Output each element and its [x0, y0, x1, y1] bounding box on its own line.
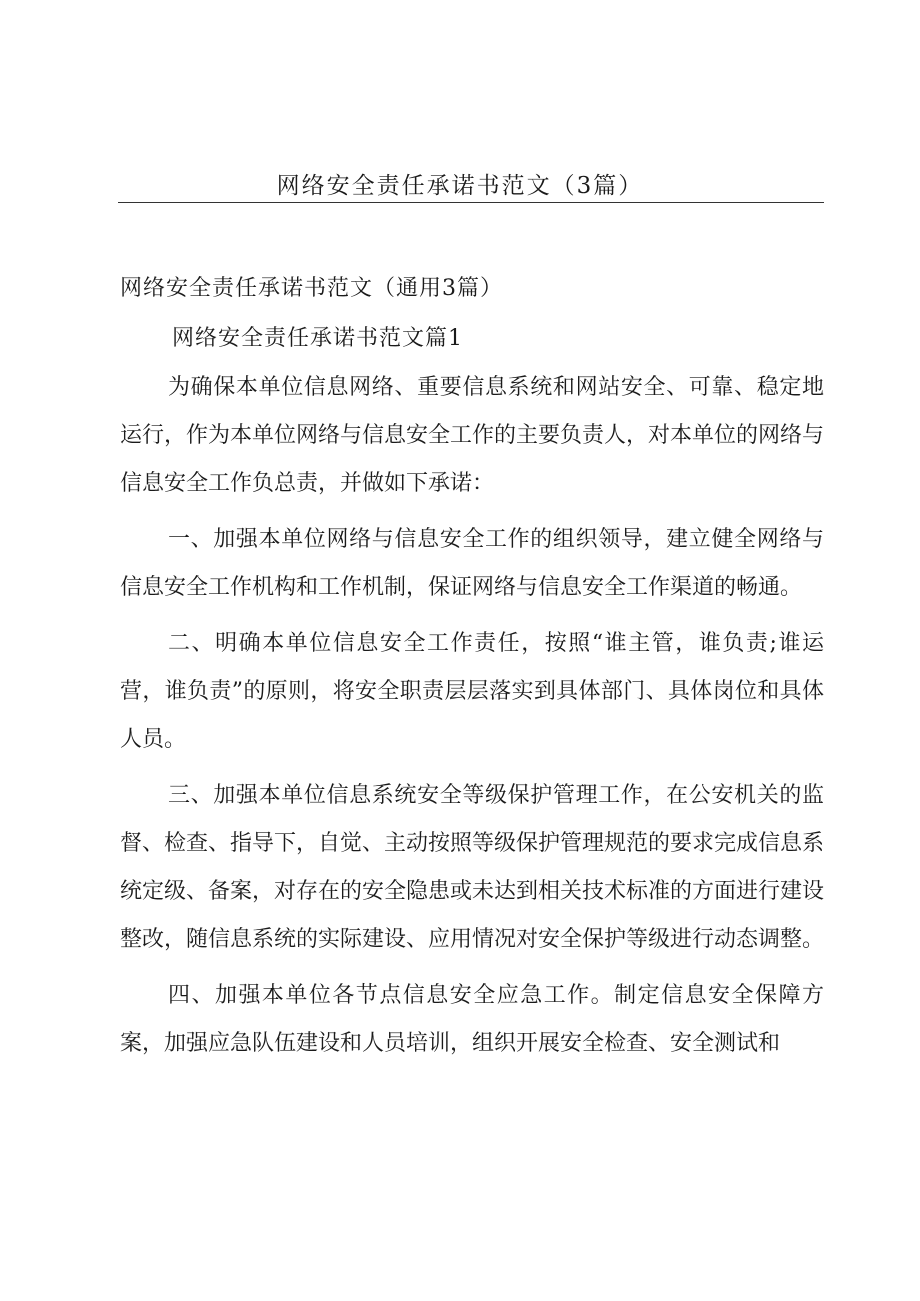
paragraph-item-2: 二、明确本单位信息安全工作责任，按照“谁主管，谁负责;谁运营，谁负责”的原则，将安全职责层层落实到具体部门、具体岗位和具体人员。 — [120, 631, 824, 752]
body-text — [120, 364, 824, 1076]
paragraph-item-3: 三、加强本单位信息系统安全等级保护管理工作，在公安机关的监督、检查、指导下，自觉、主动按照等级保护管理规范的要求完成信息系统定级、备案，对存在的安全隐患或未达到相关技术标准的方面进行建设整改，随信息系统的实际建设、应用情况对安全保护等级进行动态调整。 — [120, 783, 825, 952]
paragraph-item-1: 一、加强本单位网络与信息安全工作的组织领导，建立健全网络与信息安全工作机构和工作机制，保证网络与信息安全工作渠道的畅通。 — [120, 527, 824, 600]
section-heading: 网络安全责任承诺书范文篇1 — [172, 326, 463, 351]
document-heading: 网络安全责任承诺书范文（通用3篇） — [120, 276, 503, 301]
paragraph-item-4: 四、加强本单位各节点信息安全应急工作。制定信息安全保障方案，加强应急队伍建设和人员培训，组织开展安全检查、安全测试和 — [120, 983, 824, 1056]
paragraph-intro: 为确保本单位信息网络、重要信息系统和网站安全、可靠、稳定地运行，作为本单位网络与信息安全工作的主要负责人，对本单位的网络与信息安全工作负总责，并做如下承诺： — [120, 375, 825, 496]
page-header-title: 网络安全责任承诺书范文（3篇） — [276, 173, 644, 199]
header-divider — [118, 202, 824, 203]
